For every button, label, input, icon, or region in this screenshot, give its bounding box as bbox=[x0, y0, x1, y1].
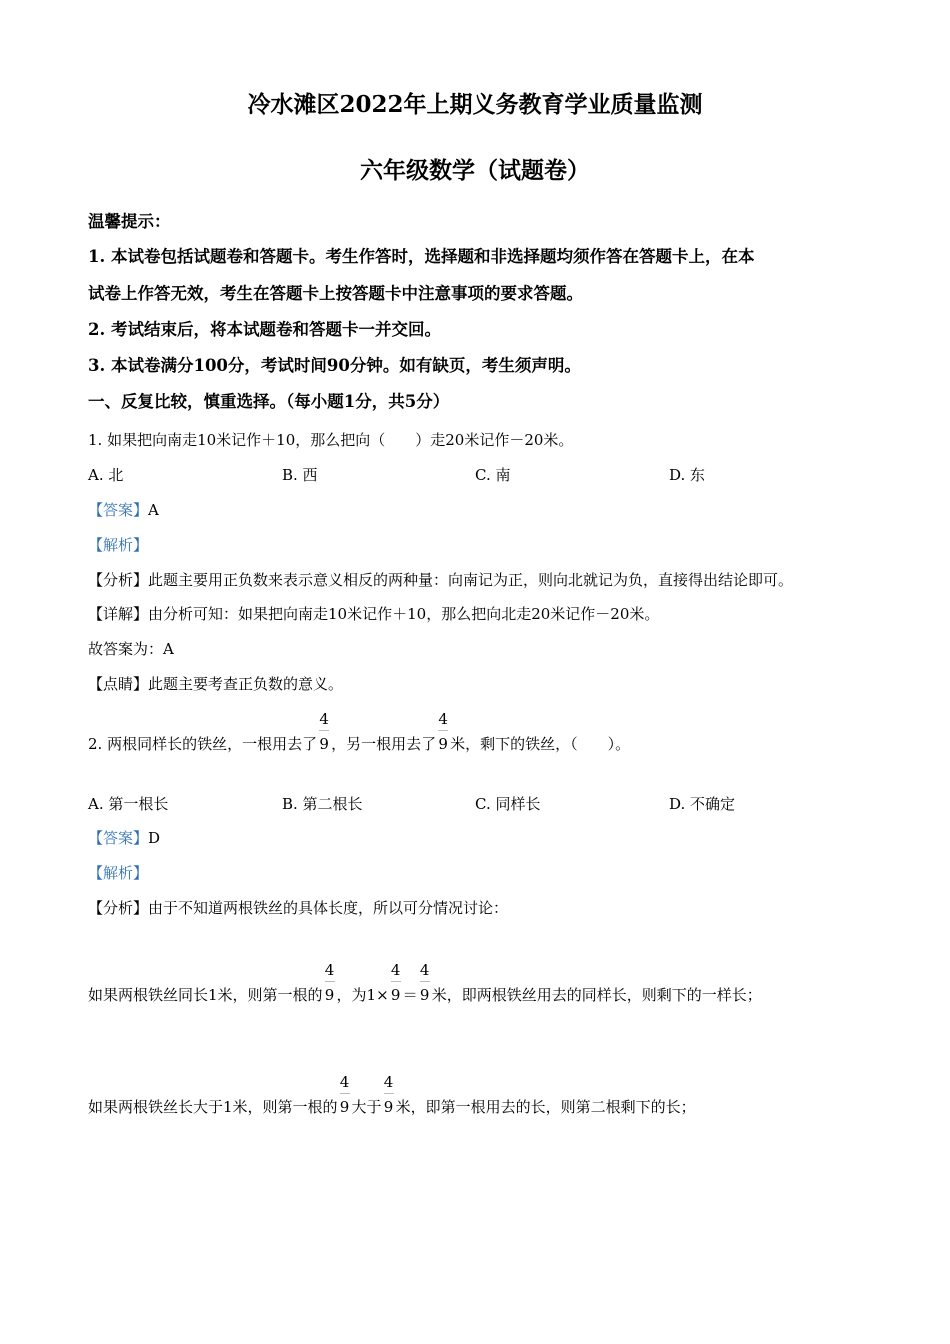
fraction-numerator: 4 bbox=[319, 710, 329, 728]
q2-option-b: B. 第二根长 bbox=[282, 795, 363, 813]
q1-dianjing: 此题主要考查正负数的意义。 bbox=[148, 675, 344, 693]
fraction bbox=[324, 961, 336, 1005]
fraction-denominator: 9 bbox=[383, 1098, 394, 1116]
fenxi-tag: 【分析】 bbox=[88, 899, 149, 917]
fraction-numerator: 4 bbox=[390, 961, 401, 979]
fraction-denominator: 9 bbox=[339, 1098, 350, 1116]
notes-line-2: 2. 考试结束后，将本试题卷和答题卡一并交回。 bbox=[88, 320, 441, 339]
q2-answer-line bbox=[88, 828, 160, 848]
notes-line-1: 1. 本试卷包括试题卷和答题卡。考生作答时，选择题和非选择题均须作答在答题卡上，在本 bbox=[88, 247, 755, 266]
fraction bbox=[318, 710, 330, 754]
answer-tag: 【答案】 bbox=[88, 501, 149, 519]
q2-case-1 bbox=[88, 961, 762, 1005]
fraction-bar bbox=[420, 981, 430, 982]
q2-stem-part-a: 2. 两根同样长的铁丝，一根用去了 bbox=[88, 735, 318, 753]
q2-answer: D bbox=[148, 829, 161, 847]
notes-line-1b: 试卷上作答无效，考生在答题卡上按答题卡中注意事项的要求答题。 bbox=[88, 284, 583, 303]
q2-case1-part-a: 如果两根铁丝同长1米，则第一根的 bbox=[88, 986, 323, 1004]
fraction-numerator: 4 bbox=[419, 961, 430, 979]
q1-option-a: A. 北 bbox=[88, 466, 124, 484]
q2-case2-part-c: 米，即第一根用去的长，则第二根剩下的长； bbox=[395, 1098, 696, 1116]
q1-fenxi-line bbox=[88, 570, 793, 590]
q2-stem-part-b: ，另一根用去了 bbox=[331, 735, 437, 753]
fraction-bar bbox=[325, 981, 335, 982]
fraction-bar bbox=[384, 1093, 394, 1094]
q1-analysis-tag: 【解析】 bbox=[88, 536, 149, 554]
q1-option-d: D. 东 bbox=[669, 466, 706, 484]
q2-case2-part-a: 如果两根铁丝长大于1米，则第一根的 bbox=[88, 1098, 338, 1116]
q1-answer-line bbox=[88, 500, 159, 520]
fraction bbox=[419, 961, 431, 1005]
q1-fenxi: 此题主要用正负数来表示意义相反的两种量：向南记为正，则向北就记为负，直接得出结论即可。 bbox=[148, 571, 794, 589]
fraction bbox=[383, 1073, 395, 1117]
answer-tag: 【答案】 bbox=[88, 829, 149, 847]
fraction-bar bbox=[340, 1093, 350, 1094]
fraction-numerator: 4 bbox=[383, 1073, 394, 1091]
fraction bbox=[437, 710, 449, 754]
q1-option-b: B. 西 bbox=[282, 466, 318, 484]
q2-fenxi-line bbox=[88, 898, 508, 918]
fraction-denominator: 9 bbox=[438, 735, 448, 753]
fraction bbox=[339, 1073, 351, 1117]
q2-analysis-tag: 【解析】 bbox=[88, 864, 149, 882]
fraction-numerator: 4 bbox=[339, 1073, 350, 1091]
q2-fenxi: 由于不知道两根铁丝的具体长度，所以可分情况讨论： bbox=[148, 899, 509, 917]
page-title: 冷水滩区2022年上期义务教育学业质量监测 bbox=[247, 91, 703, 118]
notes-line-3: 3. 本试卷满分100分，考试时间90分钟。如有缺页，考生须声明。 bbox=[88, 356, 581, 375]
fraction-numerator: 4 bbox=[438, 710, 448, 728]
fraction-numerator: 4 bbox=[324, 961, 335, 979]
q2-case2-part-b: 大于 bbox=[351, 1098, 382, 1116]
q2-stem-part-c: 米，剩下的铁丝，（ ）。 bbox=[450, 735, 631, 753]
fraction-bar bbox=[391, 981, 401, 982]
fraction-bar bbox=[438, 730, 448, 731]
q1-option-c: C. 南 bbox=[475, 466, 511, 484]
fenxi-tag: 【分析】 bbox=[88, 571, 149, 589]
q2-case1-part-d: 米，即两根铁丝用去的同样长，则剩下的一样长； bbox=[431, 986, 762, 1004]
q2-case-2 bbox=[88, 1073, 696, 1117]
q2-option-c: C. 同样长 bbox=[475, 795, 541, 813]
fraction-denominator: 9 bbox=[390, 986, 401, 1004]
q1-conclusion: 故答案为：A bbox=[88, 640, 174, 658]
notes-heading: 温馨提示： bbox=[88, 212, 171, 231]
section-1-heading: 一、反复比较，慎重选择。（每小题1分，共5分） bbox=[88, 392, 450, 411]
fraction-bar bbox=[319, 730, 329, 731]
q1-xiangjie: 由分析可知：如果把向南走10米记作＋10，那么把向北走20米记作－20米。 bbox=[148, 605, 660, 623]
q1-stem: 1. 如果把向南走10米记作＋10，那么把向（ ）走20米记作－20米。 bbox=[88, 431, 574, 449]
fraction-denominator: 9 bbox=[419, 986, 430, 1004]
fraction-denominator: 9 bbox=[324, 986, 335, 1004]
q1-dianjing-line bbox=[88, 674, 343, 694]
fraction bbox=[390, 961, 402, 1005]
q2-option-a: A. 第一根长 bbox=[88, 795, 169, 813]
q2-case1-part-c: ＝ bbox=[402, 986, 418, 1004]
xiangjie-tag: 【详解】 bbox=[88, 605, 149, 623]
q2-case1-part-b: ，为1× bbox=[336, 986, 389, 1004]
dianjing-tag: 【点睛】 bbox=[88, 675, 149, 693]
q2-option-d: D. 不确定 bbox=[669, 795, 736, 813]
q1-xiangjie-line bbox=[88, 604, 659, 624]
q1-answer: A bbox=[148, 501, 159, 519]
q2-stem bbox=[88, 710, 631, 754]
page-subtitle: 六年级数学（试题卷） bbox=[360, 157, 590, 184]
fraction-denominator: 9 bbox=[319, 735, 329, 753]
